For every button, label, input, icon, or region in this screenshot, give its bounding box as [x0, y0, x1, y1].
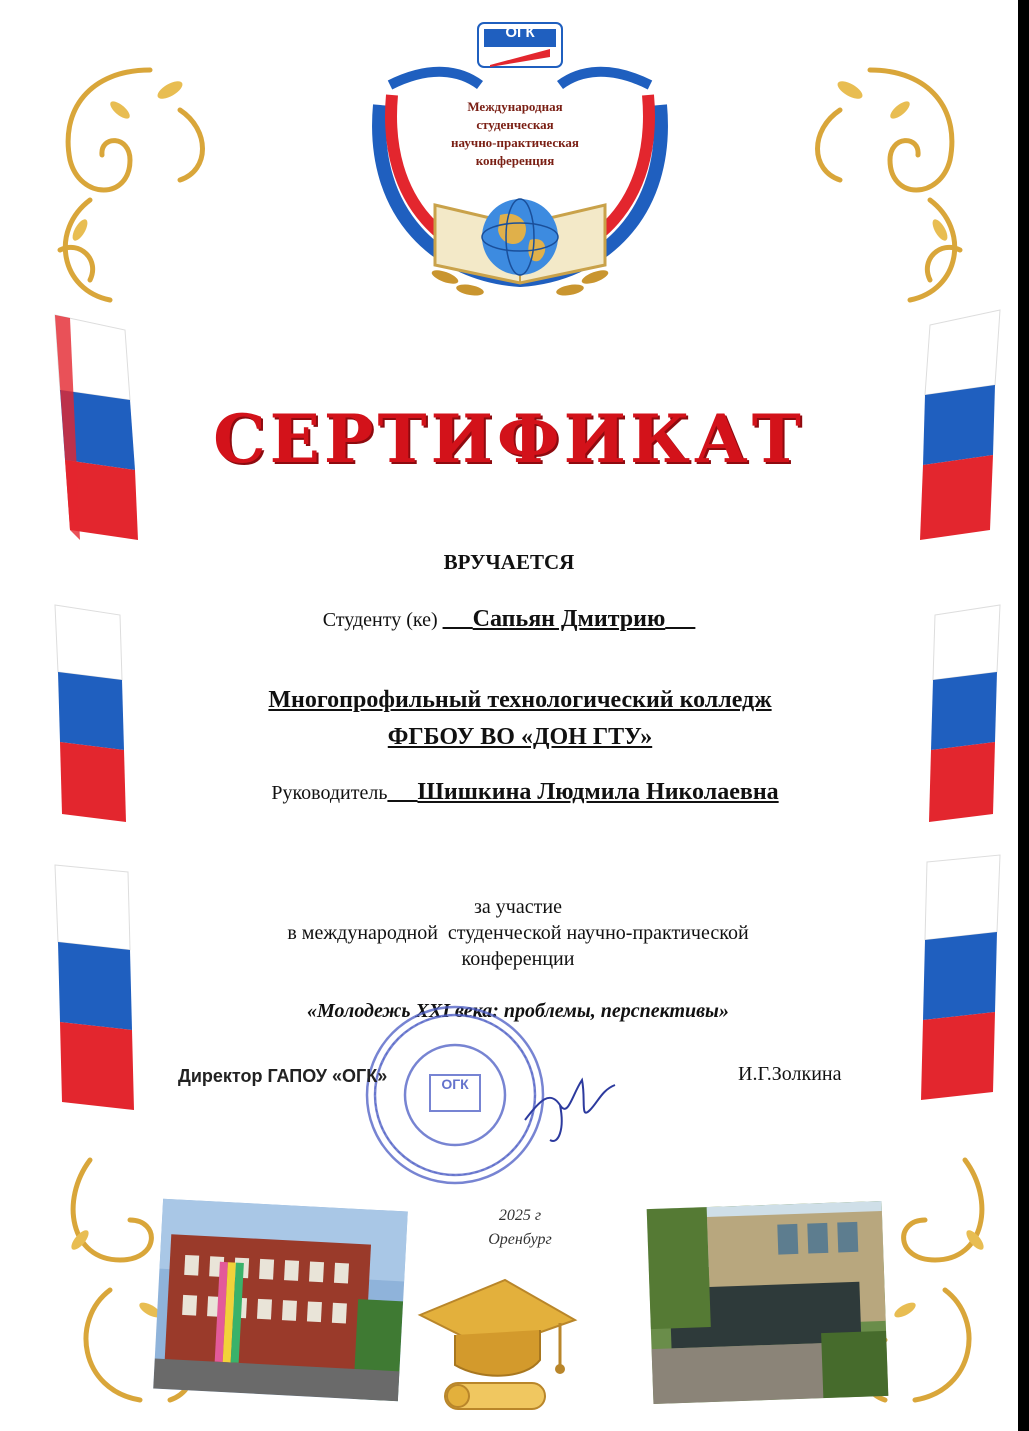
participation-line: в международной студенческой научно-практической [287, 922, 749, 944]
flag-right-3 [915, 850, 1005, 1110]
issue-year: 2025 г [498, 1207, 542, 1224]
graduation-cap-icon [410, 1265, 585, 1420]
student-blank-after: ___ [665, 609, 696, 631]
ornament-top-right [790, 50, 1000, 320]
conference-name: «Молодежь XXI века: проблемы, перспективы» [307, 1000, 729, 1022]
emblem-line: студенческая [476, 117, 554, 132]
college-building-photo-right [647, 1201, 889, 1404]
student-line [0, 606, 1018, 633]
emblem-line: Международная [467, 99, 563, 114]
college-building-photo-left [153, 1199, 408, 1402]
issue-city: Оренбург [488, 1231, 552, 1248]
emblem-logo-text: ОГК [505, 24, 535, 41]
supervisor-blank: ___ [387, 782, 418, 804]
director-name: И.Г.Золкина [738, 1063, 842, 1085]
director-signature [520, 1060, 630, 1150]
supervisor-line [0, 779, 1018, 806]
participation-line: за участие [474, 896, 562, 918]
college-name-line1: Многопрофильный технологический колледж [268, 687, 772, 713]
emblem-line: конференция [475, 153, 555, 168]
supervisor-label: Руководитель [271, 782, 388, 804]
college-name-line2: ФГБОУ ВО «ДОН ГТУ» [387, 724, 653, 750]
participation-line: конференции [461, 948, 575, 970]
ornament-top-left [30, 50, 230, 320]
participation-text [0, 894, 1018, 972]
emblem-line: научно-практическая [451, 135, 579, 150]
certificate-title: СЕРТИФИКАТ [213, 400, 805, 478]
supervisor-name: Шишкина Людмила Николаевна [417, 779, 779, 805]
director-label: Директор ГАПОУ «ОГК» [178, 1066, 388, 1086]
awarded-heading: ВРУЧАЕТСЯ [443, 550, 575, 574]
emblem-caption [430, 98, 600, 170]
student-label: Студенту (ке) [322, 609, 438, 631]
stamp-logo-text: ОГК [441, 1076, 469, 1092]
student-name: Сапьян Дмитрию [472, 606, 666, 632]
student-blank-before: ___ [442, 609, 473, 631]
